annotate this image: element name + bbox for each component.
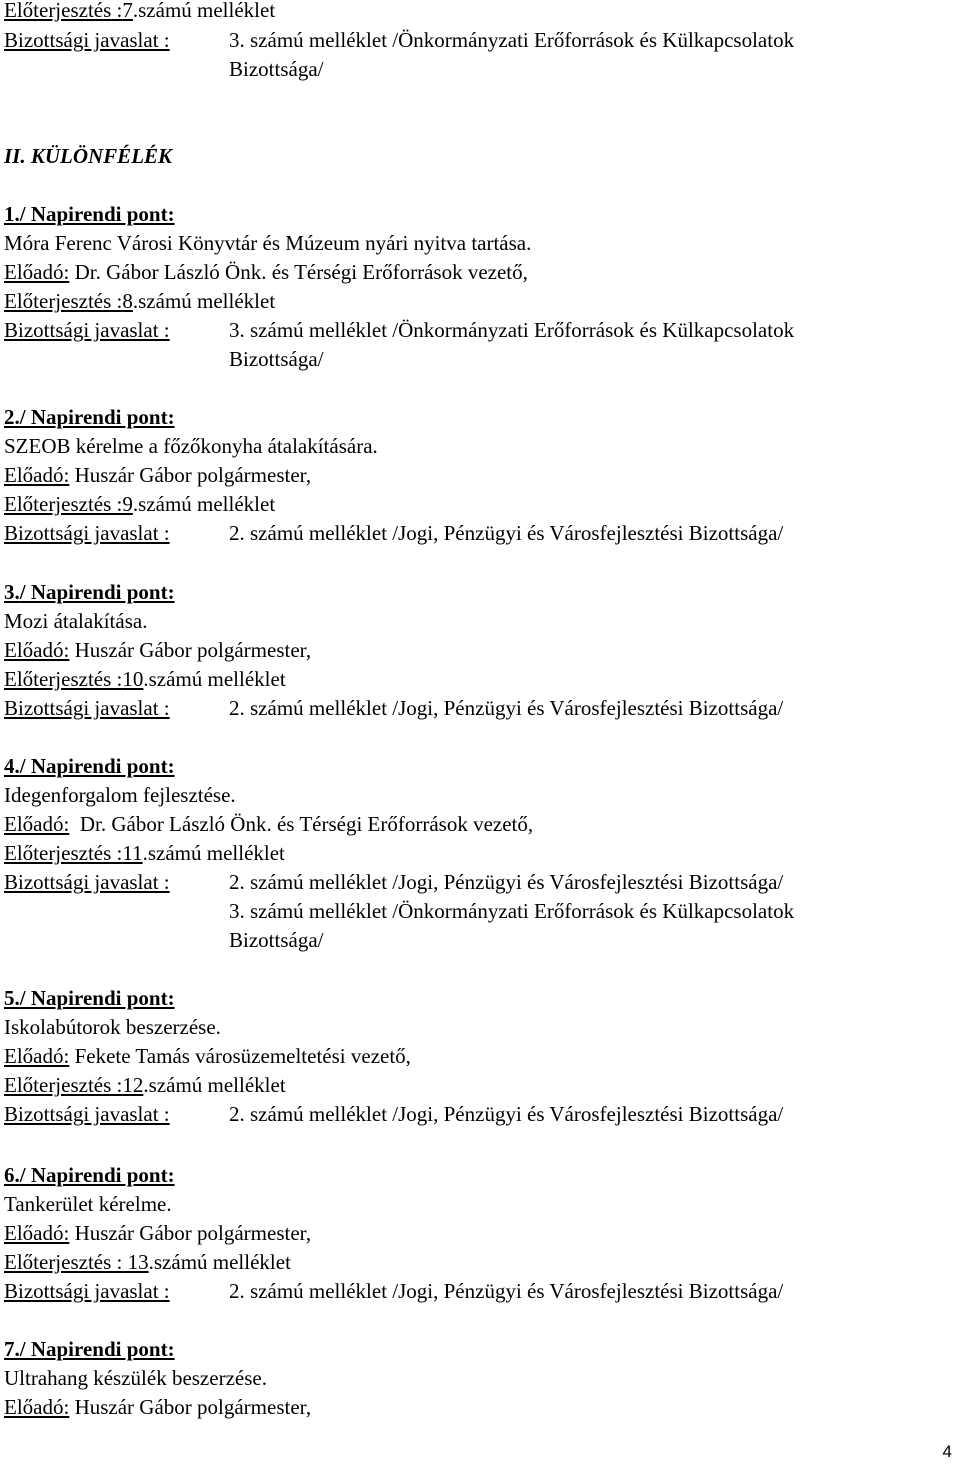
label-bizottsagi: Bizottsági javaslat :: [4, 696, 170, 720]
label-bizottsagi: Bizottsági javaslat :: [4, 521, 170, 545]
item-title: SZEOB kérelme a főzőkonyha átalakítására.: [4, 434, 378, 458]
item-eloterjesztes: Előterjesztés :12.számú melléklet: [4, 1073, 286, 1097]
top-bizottsagi-text: Bizottsága/: [229, 57, 324, 81]
item-bizottsagi-text: 2. számú melléklet /Jogi, Pénzügyi és Városfejlesztési Bizottsága/: [229, 696, 784, 720]
item-heading: 5./ Napirendi pont:: [4, 986, 175, 1010]
item-heading: 6./ Napirendi pont:: [4, 1163, 175, 1187]
item-title: Ultrahang készülék beszerzése.: [4, 1366, 267, 1390]
item-bizottsagi-text: 2. számú melléklet /Jogi, Pénzügyi és Városfejlesztési Bizottsága/: [229, 870, 784, 894]
item-title: Iskolabútorok beszerzése.: [4, 1015, 221, 1039]
item-eloterjesztes: Előterjesztés :8.számú melléklet: [4, 289, 276, 313]
item-title: Idegenforgalom fejlesztése.: [4, 783, 236, 807]
item-bizottsagi-text: 3. számú melléklet /Önkormányzati Erőforrások és Külkapcsolatok: [229, 899, 795, 923]
item-heading: 4./ Napirendi pont:: [4, 754, 175, 778]
item-heading: 7./ Napirendi pont:: [4, 1337, 175, 1361]
label-bizottsagi: Bizottsági javaslat :: [4, 28, 170, 52]
item-bizottsagi-text: Bizottsága/: [229, 928, 324, 952]
item-eloado: Előadó: Huszár Gábor polgármester,: [4, 1395, 312, 1419]
label-bizottsagi: Bizottsági javaslat :: [4, 318, 170, 342]
item-title: Mozi átalakítása.: [4, 609, 148, 633]
label-bizottsagi: Bizottsági javaslat :: [4, 1102, 170, 1126]
item-heading: 3./ Napirendi pont:: [4, 580, 175, 604]
item-eloterjesztes: Előterjesztés :11.számú melléklet: [4, 841, 285, 865]
item-bizottsagi-text: Bizottsága/: [229, 347, 324, 371]
item-bizottsagi-text: 3. számú melléklet /Önkormányzati Erőforrások és Külkapcsolatok: [229, 318, 795, 342]
item-bizottsagi-text: 2. számú melléklet /Jogi, Pénzügyi és Városfejlesztési Bizottsága/: [229, 1102, 784, 1126]
item-eloado: Előadó: Dr. Gábor László Önk. és Térségi Erőforrások vezető,: [4, 260, 528, 284]
item-eloado: Előadó: Huszár Gábor polgármester,: [4, 463, 312, 487]
item-title: Tankerület kérelme.: [4, 1192, 172, 1216]
item-eloado: Előadó: Huszár Gábor polgármester,: [4, 1221, 312, 1245]
item-eloterjesztes: Előterjesztés : 13.számú melléklet: [4, 1250, 291, 1274]
item-bizottsagi-text: 2. számú melléklet /Jogi, Pénzügyi és Városfejlesztési Bizottsága/: [229, 521, 784, 545]
item-eloterjesztes: Előterjesztés :10.számú melléklet: [4, 667, 286, 691]
item-bizottsagi-text: 2. számú melléklet /Jogi, Pénzügyi és Városfejlesztési Bizottsága/: [229, 1279, 784, 1303]
item-title: Móra Ferenc Városi Könyvtár és Múzeum nyári nyitva tartása.: [4, 231, 532, 255]
item-eloterjesztes: Előterjesztés :9.számú melléklet: [4, 492, 276, 516]
page-number: 4: [942, 1442, 952, 1461]
top-bizottsagi-text: 3. számú melléklet /Önkormányzati Erőforrások és Külkapcsolatok: [229, 28, 795, 52]
item-heading: 2./ Napirendi pont:: [4, 405, 175, 429]
item-heading: 1./ Napirendi pont:: [4, 202, 175, 226]
section-title: II. KÜLÖNFÉLÉK: [4, 144, 173, 168]
top-eloterjesztes: Előterjesztés :7.számú melléklet: [4, 0, 276, 22]
item-eloado: Előadó: Huszár Gábor polgármester,: [4, 638, 312, 662]
label-eloterjesztes: Előterjesztés :7: [4, 0, 133, 22]
item-eloado: Előadó: Fekete Tamás városüzemeltetési vezető,: [4, 1044, 411, 1068]
label-bizottsagi: Bizottsági javaslat :: [4, 870, 170, 894]
item-eloado: Előadó: Dr. Gábor László Önk. és Térségi Erőforrások vezető,: [4, 812, 534, 836]
label-bizottsagi: Bizottsági javaslat :: [4, 1279, 170, 1303]
